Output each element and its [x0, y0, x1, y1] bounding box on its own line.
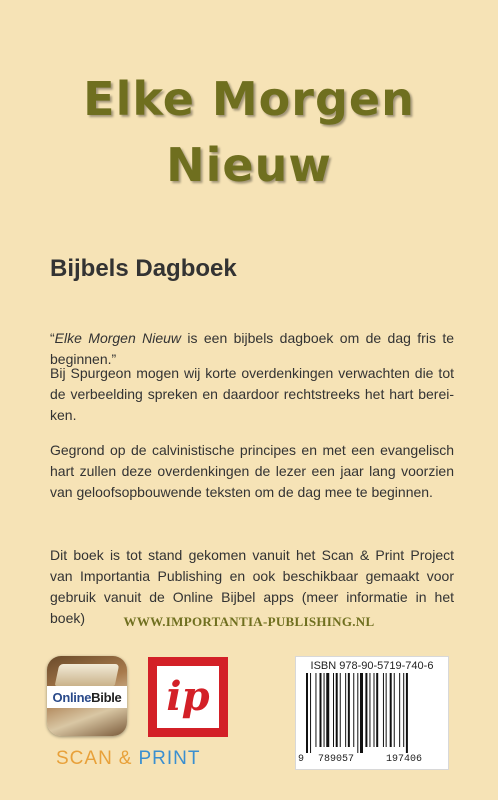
barcode-bar [403, 673, 404, 747]
barcode-bar [376, 673, 378, 747]
barcode-bar [360, 673, 363, 753]
barcode-bar [386, 673, 387, 747]
barcode-bar [310, 673, 311, 753]
publisher-url[interactable]: WWW.IMPORTANTIA-PUBLISHING.NL [123, 614, 375, 629]
title-line-2: Nieuw [166, 138, 332, 192]
barcode-bar [365, 673, 367, 747]
ip-logo-inner [157, 666, 219, 728]
open-book-icon [55, 664, 120, 686]
online-bible-wordmark [47, 686, 127, 708]
barcode-bar [324, 673, 325, 747]
importantia-publishing-logo [148, 657, 228, 737]
scan-print-logo [56, 748, 200, 770]
barcode-bar [357, 673, 358, 753]
scan-print-part1: SCAN [56, 748, 113, 769]
barcode-bar [306, 673, 308, 753]
barcode-bar [348, 673, 350, 747]
barcode-bar [399, 673, 400, 747]
barcode-bar [345, 673, 346, 747]
barcode-digits-right: 197406 [386, 754, 423, 765]
barcode-bar [394, 673, 395, 747]
barcode-bar [340, 673, 341, 747]
paragraph-scan-print: Dit boek is tot stand gekomen vanuit het Scan & Print Project van Importantia Publishing en ook beschikbaar gemaakt voor gebruik vanuit de Online Bijbel apps (meer informatie in het boek) [50, 547, 454, 626]
barcode-bar [315, 673, 316, 747]
ip-logo-text: ip [166, 673, 210, 720]
barcode-bar [406, 673, 408, 753]
quote-open: “ [50, 330, 55, 346]
barcode-bars [304, 673, 440, 753]
barcode-bar [333, 673, 334, 747]
isbn-barcode [295, 656, 449, 770]
isbn-label: ISBN 978-90-5719-740-6 [310, 660, 434, 672]
paragraph-calvinist: Gegrond op de calvinistische principes en met een evangelisch hart zullen deze overdenkingen de lezer een jaar lang voorzien van geloofsopbouwende teksten om de dag mee te beginnen. [50, 442, 454, 500]
online-bible-part2: Bible [91, 689, 122, 705]
online-bible-part1: Online [52, 689, 92, 705]
barcode-bar [383, 673, 384, 747]
barcode-digit-first: 9 [298, 754, 305, 765]
barcode-bar [374, 673, 375, 747]
barcode-bar [326, 673, 329, 747]
quote-title-italic: Elke Morgen Nieuw [54, 330, 182, 346]
barcode-bar [390, 673, 392, 747]
quote-rest: is een bijbels dagboek om de dag fris te beginnen.” [50, 330, 454, 367]
title-line-1: Elke Morgen [83, 72, 415, 126]
barcode-bar [353, 673, 354, 747]
barcode-digits-left: 789057 [318, 754, 355, 765]
scan-print-amp: & [118, 748, 133, 769]
barcode-bar [320, 673, 322, 747]
barcode-bar [336, 673, 338, 747]
online-bible-logo [47, 656, 127, 736]
scan-print-part2: PRINT [138, 748, 201, 769]
barcode-bar [369, 673, 370, 747]
paragraph-spurgeon: Bij Spurgeon mogen wij korte overdenkingen verwachten die tot de verbeelding spreken en daardoor rechtstreeks het hart berei-ken. [50, 365, 454, 423]
subtitle: Bijbels Dagboek [50, 255, 237, 282]
